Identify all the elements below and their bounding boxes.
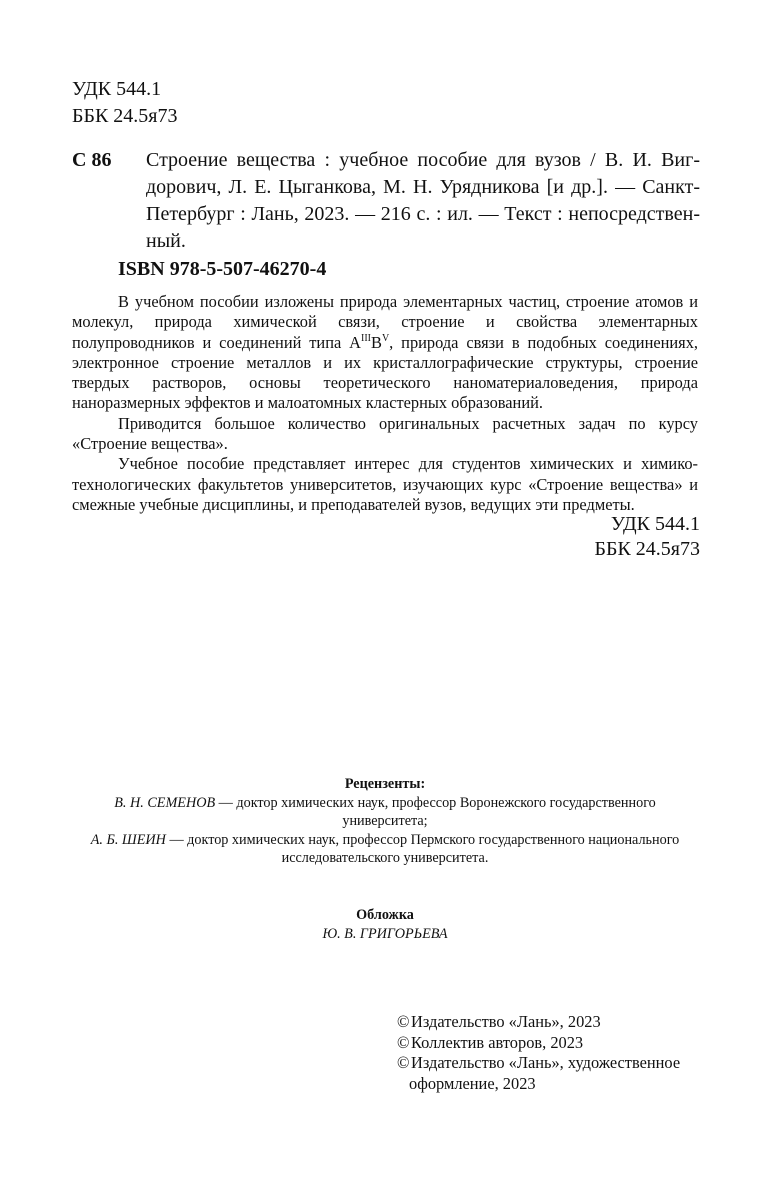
bibliographic-line: Строение вещества : учебное пособие для вузов / В. И. Виг- [146, 149, 700, 171]
cover-artist: Ю. В. ГРИГОРЬЕВА [322, 926, 448, 942]
reviewers-heading: Рецензенты: [344, 776, 426, 792]
author-mark: С 86 [72, 149, 112, 171]
udk-code: УДК 544.1 [72, 78, 162, 100]
copyright-symbol: © [397, 1032, 410, 1052]
classification-footer [560, 512, 700, 562]
annotation-text: В учебном пособии изложены природа элементарных частиц, строение атомов и молекул, природа химической связи, строение и свойства элементарных полупроводников и соединений типа A [72, 292, 698, 352]
classification-header [72, 76, 178, 130]
copyright-line [397, 1053, 707, 1094]
reviewers-block [72, 775, 698, 868]
reviewer-entry [72, 831, 698, 868]
annotation-paragraph: Приводится большое количество оригинальных расчетных задач по курсу «Строение вещества». [72, 413, 698, 454]
superscript: III [361, 332, 371, 344]
bibliographic-line: ный. [146, 230, 186, 252]
bbk-code: ББК 24.5я73 [72, 105, 178, 127]
copyright-text: Издательство «Лань», 2023 [411, 1012, 601, 1031]
cover-credit [72, 906, 698, 944]
udk-code: УДК 544.1 [610, 513, 700, 535]
copyright-line [397, 1012, 707, 1033]
reviewer-description: — доктор химических наук, профессор Воронежского государственного университета; [215, 794, 656, 829]
bibliographic-line: Петербург : Лань, 2023. — 216 с. : ил. — Текст : непосредствен- [146, 203, 700, 225]
copyright-symbol: © [397, 1053, 410, 1072]
copyright-text: Издательство «Лань», художественное оформление, 2023 [409, 1053, 681, 1093]
copyright-block [397, 1012, 707, 1094]
annotation-paragraph: Учебное пособие представляет интерес для студентов химических и химико-технологических факультетов университетов, изучающих курс «Строение вещества» и смежные учебные дисциплины, и преподавателей вузов, ведущих эти предметы. [72, 454, 698, 514]
reviewer-name: А. Б. ШЕИН [90, 831, 166, 848]
copyright-symbol: © [397, 1012, 410, 1031]
annotation-paragraph [72, 292, 698, 414]
copyright-line [397, 1033, 707, 1054]
annotation [72, 292, 698, 515]
reviewer-name: В. Н. СЕМЕНОВ [114, 794, 216, 811]
bibliographic-line: дорович, Л. Е. Цыганкова, М. Н. Урядникова [и др.]. — Санкт- [146, 176, 700, 198]
annotation-text: B [371, 332, 382, 352]
annotation-text: , природа связи в подобных соединениях, электронное строение металлов и их кристаллографические структуры, строение твердых растворов, основы теоретического наноматериаловедения, природа наноразмерных эффектов и малоатомных кластерных образований. [72, 332, 698, 413]
bibliographic-description [146, 147, 700, 255]
reviewer-entry [72, 794, 698, 831]
cover-heading: Обложка [356, 907, 414, 923]
isbn: ISBN 978-5-507-46270-4 [118, 258, 327, 280]
bbk-code: ББК 24.5я73 [594, 538, 700, 560]
copyright-text: Коллектив авторов, 2023 [411, 1032, 584, 1052]
catalog-entry [72, 147, 700, 255]
reviewer-description: — доктор химических наук, профессор Пермского государственного национального исследовательского университета. [165, 831, 680, 866]
superscript: V [381, 332, 390, 344]
